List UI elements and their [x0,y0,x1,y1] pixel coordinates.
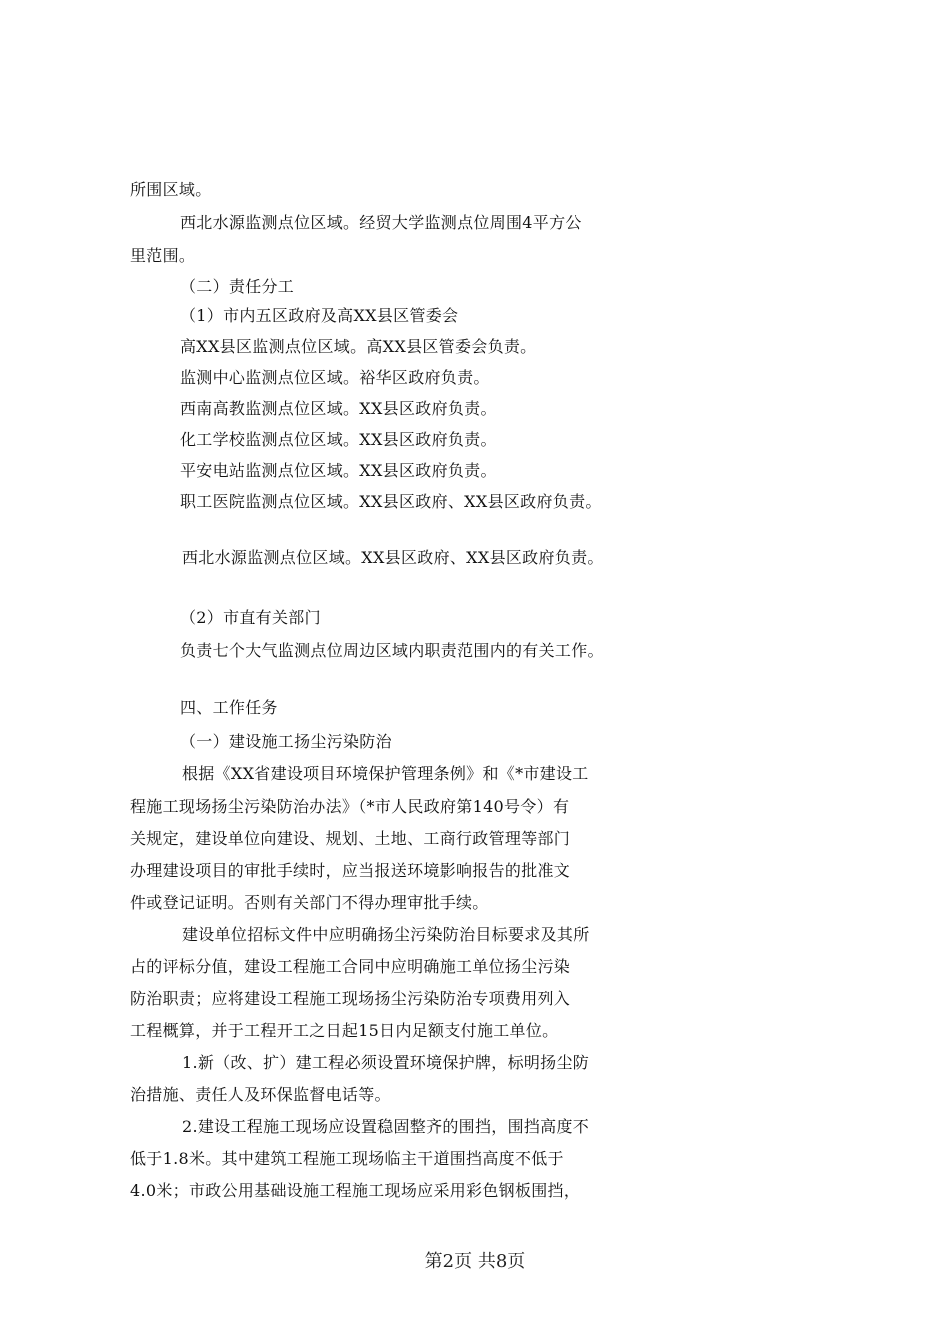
text-line: 负责七个大气监测点位周边区域内职责范围内的有关工作。 [180,641,604,660]
text-line: 1.新（改、扩）建工程必须设置环境保护牌，标明扬尘防 [182,1053,590,1072]
text-line: 西北水源监测点位区域。经贸大学监测点位周围4平方公 [180,213,582,232]
subsection-heading: （一）建设施工扬尘污染防治 [180,732,392,751]
text-line: 低于1.8米。其中建筑工程施工现场临主干道围挡高度不低于 [130,1149,564,1168]
text-line: 办理建设项目的审批手续时，应当报送环境影响报告的批准文 [130,861,571,880]
text-line: 里范围。 [130,246,196,265]
text-line: 件或登记证明。否则有关部门不得办理审批手续。 [130,893,489,912]
text-line: 工程概算，并于工程开工之日起15日内足额支付施工单位。 [130,1021,559,1040]
text-line: 占的评标分值，建设工程施工合同中应明确施工单位扬尘污染 [130,957,571,976]
text-line: 监测中心监测点位区域。裕华区政府负责。 [180,368,490,387]
text-line: 4.0米；市政公用基础设施工程施工现场应采用彩色钢板围挡， [130,1181,581,1200]
text-line: 职工医院监测点位区域。XX县区政府、XX县区政府负责。 [180,492,602,511]
text-line: 所围区域。 [130,180,212,199]
text-line: 化工学校监测点位区域。XX县区政府负责。 [180,430,497,449]
text-line: 关规定，建设单位向建设、规划、土地、工商行政管理等部门 [130,829,571,848]
text-line: 防治职责；应将建设工程施工现场扬尘污染防治专项费用列入 [130,989,571,1008]
text-line: （2）市直有关部门 [180,608,321,627]
text-line: 建设单位招标文件中应明确扬尘污染防治目标要求及其所 [182,925,590,944]
text-line: 治措施、责任人及环保监督电话等。 [130,1085,391,1104]
text-line: 高XX县区监测点位区域。高XX县区管委会负责。 [180,337,537,356]
section-heading: 四、工作任务 [180,698,278,717]
text-line: 平安电站监测点位区域。XX县区政府负责。 [180,461,497,480]
page-footer: 第2页 共8页 [424,1251,526,1272]
text-line: 西北水源监测点位区域。XX县区政府、XX县区政府负责。 [182,548,604,567]
text-line: 根据《XX省建设项目环境保护管理条例》和《*市建设工 [182,764,589,783]
text-line: 2.建设工程施工现场应设置稳固整齐的围挡，围挡高度不 [182,1117,590,1136]
text-line: 西南高教监测点位区域。XX县区政府负责。 [180,399,497,418]
text-line: 程施工现场扬尘污染防治办法》（*市人民政府第140号令）有 [130,797,570,816]
text-line: （1）市内五区政府及高XX县区管委会 [180,306,459,325]
text-line: （二）责任分工 [180,277,295,296]
